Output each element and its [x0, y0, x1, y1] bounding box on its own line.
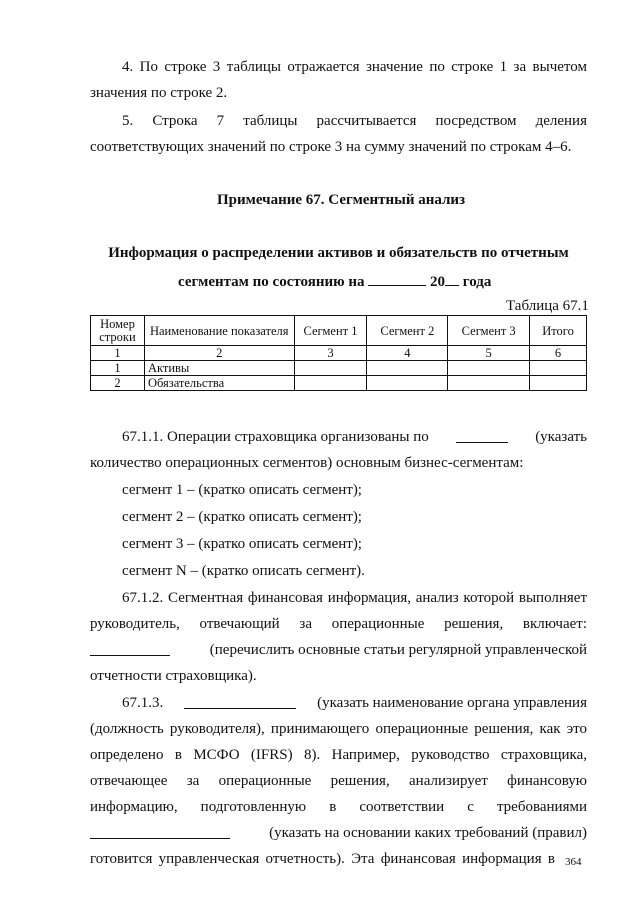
segment-item: сегмент N – (кратко описать сегмент). [122, 563, 365, 579]
info-title-text-a: сегментам по состоянию на [178, 274, 365, 290]
empty-cell [448, 361, 530, 376]
table-label: Таблица 67.1 [506, 298, 589, 314]
table-row [91, 376, 587, 391]
s6711-text-b: (указать [535, 429, 587, 445]
info-title-line-2 [178, 271, 491, 291]
para-4-line-1: 4. По строке 3 таблицы отражается значение по строке 1 за вычетом [122, 59, 587, 75]
s6713-line-6 [90, 824, 587, 842]
empty-cell [448, 376, 530, 391]
empty-cell [294, 361, 367, 376]
governing-body-blank [184, 694, 296, 709]
date-blank [368, 271, 426, 286]
col-number-cell: 5 [448, 346, 530, 361]
empty-cell [367, 376, 448, 391]
s6711-text-a: 67.1.1. Операции страховщика организованы по [122, 429, 429, 445]
col-number-cell: 1 [91, 346, 145, 361]
segment-item: сегмент 1 – (кратко описать сегмент); [122, 482, 362, 498]
header-segment-3: Сегмент 3 [448, 316, 530, 346]
s6713-text-b: (указать наименование органа управления [317, 695, 587, 711]
note-heading: Примечание 67. Сегментный анализ [217, 192, 466, 208]
header-segment-1: Сегмент 1 [294, 316, 367, 346]
header-indicator-name: Наименование показателя [144, 316, 294, 346]
info-title-text-c: года [462, 274, 492, 290]
header-row-number: Номер строки [91, 316, 145, 346]
segment-item: сегмент 3 – (кратко описать сегмент); [122, 536, 362, 552]
report-items-blank [90, 641, 170, 656]
s6713-line-5: информацию, подготовленную в соответствии с требованиями [90, 799, 587, 815]
s6713-text-6: (указать на основании каких требований (правил) [269, 825, 587, 841]
s6713-text-a: 67.1.3. [122, 695, 164, 711]
empty-cell [294, 376, 367, 391]
row-name-cell: Активы [144, 361, 294, 376]
row-name-cell: Обязательства [144, 376, 294, 391]
s6713-line-7: готовится управленческая отчетность). Эта финансовая информация в [90, 851, 555, 867]
col-number-cell: 3 [294, 346, 367, 361]
s6712-text-3: (перечислить основные статьи регулярной управленческой [209, 642, 587, 658]
s6712-line-4: отчетности страховщика). [90, 668, 257, 684]
info-title-line-1: Информация о распределении активов и обязательств по отчетным [108, 245, 569, 261]
s6712-line-2: руководитель, отвечающий за операционные решения, включает: [90, 616, 587, 632]
table-number-row [91, 346, 587, 361]
table-row [91, 361, 587, 376]
s6712-line-1: 67.1.2. Сегментная финансовая информация, анализ которой выполняет [122, 590, 587, 606]
s6713-line-4: отвечающее за операционные решения, анализирует финансовую [90, 773, 587, 789]
header-segment-2: Сегмент 2 [367, 316, 448, 346]
segment-table [90, 315, 587, 391]
table-header-row [91, 316, 587, 346]
s6713-line-1 [122, 694, 587, 712]
row-number-cell: 1 [91, 361, 145, 376]
segments-count-blank [456, 428, 508, 443]
s6711-line-2: количество операционных сегментов) основным бизнес-сегментам: [90, 455, 524, 471]
para-4-line-2: значения по строке 2. [90, 85, 228, 101]
page-number: 364 [565, 856, 582, 868]
segment-item: сегмент 2 – (кратко описать сегмент); [122, 509, 362, 525]
empty-cell [530, 361, 587, 376]
para-5-line-1: 5. Строка 7 таблицы рассчитывается посредством деления [122, 113, 587, 129]
s6713-line-3: определено в МСФО (IFRS) 8). Например, руководство страховщика, [90, 747, 587, 763]
para-5-line-2: соответствующих значений по строке 3 на сумму значений по строкам 4–6. [90, 139, 572, 155]
year-blank [445, 271, 459, 286]
requirements-blank [90, 824, 230, 839]
col-number-cell: 2 [144, 346, 294, 361]
col-number-cell: 4 [367, 346, 448, 361]
s6711-line-1 [122, 428, 587, 446]
header-total: Итого [530, 316, 587, 346]
row-number-cell: 2 [91, 376, 145, 391]
s6712-line-3 [90, 641, 587, 659]
empty-cell [367, 361, 448, 376]
info-title-year: 20 [430, 274, 445, 290]
s6713-line-2: (должность руководителя), принимающего операционные решения, как это [90, 721, 587, 737]
col-number-cell: 6 [530, 346, 587, 361]
empty-cell [530, 376, 587, 391]
